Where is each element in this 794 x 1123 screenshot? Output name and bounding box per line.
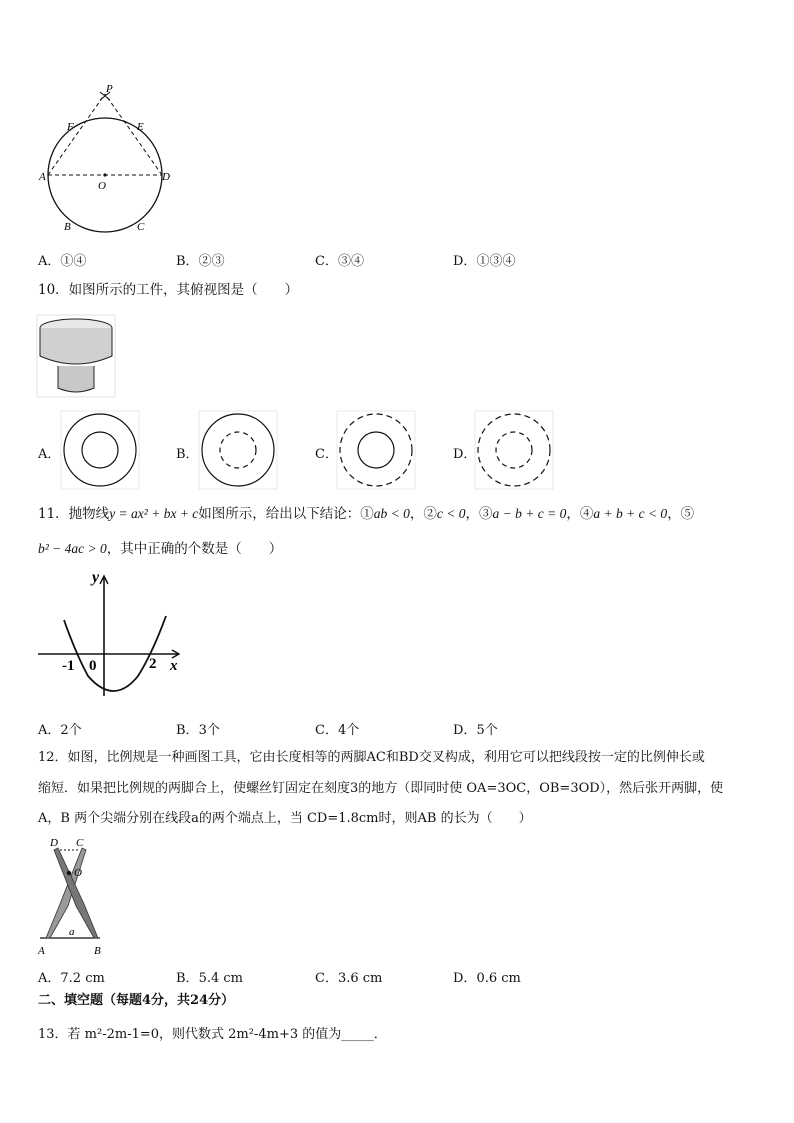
q11-stem-line2: b² − 4ac > 0，其中正确的个数是（ ） — [38, 541, 283, 557]
q12-option-d[interactable]: D．0.6 cm — [453, 971, 521, 986]
q10-option-a-figure[interactable] — [60, 410, 140, 490]
graph-label-x: x — [170, 658, 178, 674]
q10-option-c-figure[interactable] — [336, 410, 416, 490]
q11-option-d[interactable]: D．5个 — [453, 723, 498, 738]
compass-label-a: A — [38, 945, 45, 957]
q10-option-b-figure[interactable] — [198, 410, 278, 490]
q9-option-b[interactable]: B．②③ — [176, 254, 225, 269]
q12-option-a[interactable]: A．7.2 cm — [38, 971, 105, 986]
q11-option-a[interactable]: A．2个 — [38, 723, 82, 738]
compass-label-a-segment: a — [69, 926, 75, 938]
q10-option-d-label[interactable]: D． — [453, 447, 477, 462]
label-c: C — [137, 221, 145, 233]
proportional-compass-figure — [36, 834, 108, 958]
q13-stem: 13．若 m²-2m-1=0，则代数式 2m²-4m+3 的值为_____． — [38, 1027, 387, 1042]
q12-option-c[interactable]: C．3.6 cm — [315, 971, 383, 986]
graph-label-y: y — [92, 569, 100, 586]
label-p: P — [106, 83, 113, 95]
q11-option-c[interactable]: C．4个 — [315, 723, 360, 738]
q12-stem-line1: 12．如图，比例规是一种画图工具，它由长度相等的两脚AC和BD交叉构成，利用它可以把线段按一定的比例伸长或 — [38, 750, 705, 765]
graph-label-zero: 0 — [89, 658, 97, 674]
compass-label-c: C — [76, 837, 84, 849]
q10-option-d-figure[interactable] — [474, 410, 554, 490]
q9-option-d[interactable]: D．①③④ — [453, 254, 516, 269]
q9-option-c[interactable]: C．③④ — [315, 254, 364, 269]
label-d: D — [162, 171, 170, 183]
q12-option-b[interactable]: B．5.4 cm — [176, 971, 243, 986]
compass-label-o: O — [74, 867, 82, 879]
line-ap — [48, 94, 105, 175]
graph-label-neg1: -1 — [62, 658, 75, 674]
q10-option-c-label[interactable]: C． — [315, 447, 338, 462]
compass-label-b: B — [94, 945, 101, 957]
q10-option-a-label[interactable]: A． — [38, 447, 61, 462]
q12-stem-line2: 缩短．如果把比例规的两脚合上，使螺丝钉固定在刻度3的地方（即同时使 OA=3OC，OB=3OD），然后张开两脚，使 — [38, 781, 724, 796]
q10-option-b-label[interactable]: B． — [176, 447, 199, 462]
q10-stem: 10．如图所示的工件，其俯视图是（ ） — [38, 282, 299, 298]
line-dp — [105, 94, 162, 175]
label-e: E — [137, 121, 144, 133]
q11-stem-line1: 11．抛物线y = ax² + bx + c如图所示，给出以下结论：①ab < 0，②c < 0，③a − b + c = 0，④a + b + c < 0，⑤ — [38, 506, 695, 522]
label-a: A — [39, 171, 46, 183]
label-b: B — [64, 221, 71, 233]
graph-label-two: 2 — [149, 656, 157, 672]
circle-figure — [34, 82, 184, 240]
q11-formula: y = ax² + bx + c — [109, 506, 199, 521]
q12-stem-line3: A，B 两个尖端分别在线段a的两个端点上，当 CD=1.8cm时，则AB 的长为（ ） — [38, 811, 532, 826]
q9-option-a[interactable]: A．①④ — [38, 254, 87, 269]
label-f: F — [67, 121, 74, 133]
label-o: O — [98, 180, 106, 192]
compass-label-d: D — [50, 837, 58, 849]
parabola-graph — [36, 566, 186, 706]
section-2-title: 二、填空题（每题4分，共24分） — [38, 993, 235, 1008]
q11-option-b[interactable]: B．3个 — [176, 723, 220, 738]
workpiece-figure — [36, 314, 116, 398]
